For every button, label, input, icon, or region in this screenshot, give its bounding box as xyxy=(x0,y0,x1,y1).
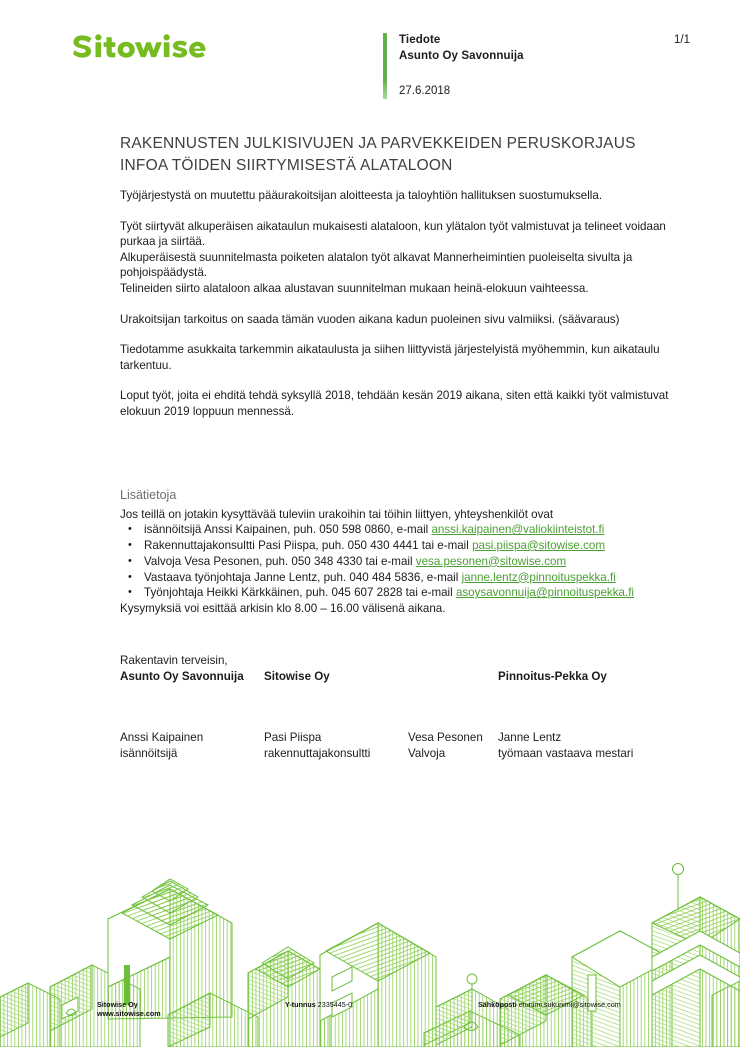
paragraph-1: Työjärjestystä on muutettu pääurakoitsijan aloitteesta ja taloyhtiön hallituksen suostumuksella. xyxy=(120,189,603,202)
header-accent-bar xyxy=(383,33,387,99)
page-footer xyxy=(0,993,740,1023)
footer-business-id-label: Y-tunnus xyxy=(285,1000,316,1010)
signature-company-4: Pinnoitus-Pekka Oy xyxy=(498,669,607,683)
sitowise-logo xyxy=(70,33,250,67)
signature-greeting: Rakentavin terveisin, xyxy=(120,653,228,667)
signature-company-2: Sitowise Oy xyxy=(264,669,330,683)
contact-text: Rakennuttajakonsultti Pasi Piispa, puh. 050 430 4441 tai e-mail xyxy=(144,538,473,552)
signature-role-3: Valvoja xyxy=(408,746,446,760)
list-item xyxy=(120,522,676,538)
footer-company-name: Sitowise Oy xyxy=(97,999,138,1009)
footer-website: www.sitowise.com xyxy=(97,1009,161,1019)
contact-email-link[interactable]: vesa.pesonen@sitowise.com xyxy=(415,554,567,568)
more-info-intro: Jos teillä on jotakin kysyttävää tuleviin urakoihin tai töihin liittyen, yhteyshenkilöt ovat xyxy=(120,507,554,521)
paragraph-7: Loput työt, joita ei ehditä tehdä syksyllä 2018, tehdään kesän 2019 aikana, siten että kaikki työt valmistuvat elokuun 2019 loppuun mennessä. xyxy=(120,389,669,418)
signature-role-4: työmaan vastaava mestari xyxy=(498,746,634,760)
contact-email-link[interactable]: asoysavonnuija@pinnoituspekka.fi xyxy=(455,586,634,600)
footer-email-label: Sähköposti xyxy=(478,1000,517,1010)
signature-spacer xyxy=(120,617,676,653)
header-doc-type: Tiedote xyxy=(399,34,441,46)
paragraph-2: Työt siirtyvät alkuperäisen aikataulun mukaisesti alataloon, kun ylätalon työt valmistuvat ja telineet voidaan purkaa ja siirtää. xyxy=(120,219,666,249)
list-item xyxy=(120,538,676,554)
signature-gap xyxy=(120,684,676,730)
document-content xyxy=(120,133,676,761)
footer-business-id-value: 2335445-0 xyxy=(317,1000,353,1010)
page-number: 1/1 xyxy=(674,34,690,46)
contact-text: isännöitsijä Anssi Kaipainen, puh. 050 598 0860, e-mail xyxy=(144,523,432,537)
signature-company-1: Asunto Oy Savonnuija xyxy=(120,669,244,683)
signature-role-2: rakennuttajakonsultti xyxy=(264,746,371,760)
signature-names-row xyxy=(120,730,676,746)
signature-name-1: Anssi Kaipainen xyxy=(120,731,204,745)
page-title xyxy=(120,133,676,176)
footer-email-value: etunimi.sukunimi@sitowise.com xyxy=(518,1000,621,1010)
list-item xyxy=(120,585,676,601)
signature-role-1: isännöitsijä xyxy=(120,746,178,760)
paragraph-5: Urakoitsijan tarkoitus on saada tämän vuoden aikana kadun puoleinen sivu valmiiksi. (säävaraus) xyxy=(120,312,620,326)
header-date: 27.6.2018 xyxy=(399,85,451,97)
signature-companies-row xyxy=(120,669,676,685)
header-lines xyxy=(399,33,649,64)
list-item xyxy=(120,570,676,586)
contact-email-link[interactable]: janne.lentz@pinnoituspekka.fi xyxy=(461,570,616,584)
signature-name-2: Pasi Piispa xyxy=(264,731,322,745)
signature-name-4: Janne Lentz xyxy=(498,731,562,745)
footer-business-id-block xyxy=(285,1000,352,1010)
contact-text: Valvoja Vesa Pesonen, puh. 050 348 4330 tai e-mail xyxy=(144,554,416,568)
office-hours-note: Kysymyksiä voi esittää arkisin klo 8.00 – 16.00 välisenä aikana. xyxy=(120,602,446,616)
contact-list xyxy=(120,522,676,601)
paragraph-3: Alkuperäisestä suunnitelmasta poiketen alatalon työt alkavat Mannerheimintien puoleiselta sivulta ja pohjoispäädystä. xyxy=(120,250,633,280)
footer-company-block xyxy=(97,1000,161,1019)
page-title-line-2: INFOA TÖIDEN SIIRTYMISESTÄ ALATALOON xyxy=(120,156,453,174)
signature-roles-row xyxy=(120,746,676,762)
contact-text: Työnjohtaja Heikki Kärkkäinen, puh. 045 607 2828 tai e-mail xyxy=(144,586,456,600)
header-recipient: Asunto Oy Savonnuija xyxy=(399,49,524,62)
list-item xyxy=(120,554,676,570)
content-spacer xyxy=(120,435,676,487)
paragraph-4: Telineiden siirto alataloon alkaa alustavan suunnitelman mukaan heinä-elokuun vaihteessa. xyxy=(120,281,589,295)
signature-company-3 xyxy=(408,669,498,685)
more-info-heading: Lisätietoja xyxy=(120,487,177,502)
paragraph-6: Tiedotamme asukkaita tarkemmin aikataulusta ja siihen liittyvistä järjestelyistä myöhemmin, kun aikataulu tarkentuu. xyxy=(120,343,660,372)
contact-text: Vastaava työnjohtaja Janne Lentz, puh. 040 484 5836, e-mail xyxy=(144,570,462,584)
contact-email-link[interactable]: pasi.piispa@sitowise.com xyxy=(472,538,605,552)
contact-email-link[interactable]: anssi.kaipainen@valiokiinteistot.fi xyxy=(431,523,605,537)
signature-name-3: Vesa Pesonen xyxy=(408,731,483,745)
page-title-line-1: RAKENNUSTEN JULKISIVUJEN JA PARVEKKEIDEN PERUSKORJAUS xyxy=(120,135,636,152)
footer-email-block xyxy=(478,1000,621,1010)
